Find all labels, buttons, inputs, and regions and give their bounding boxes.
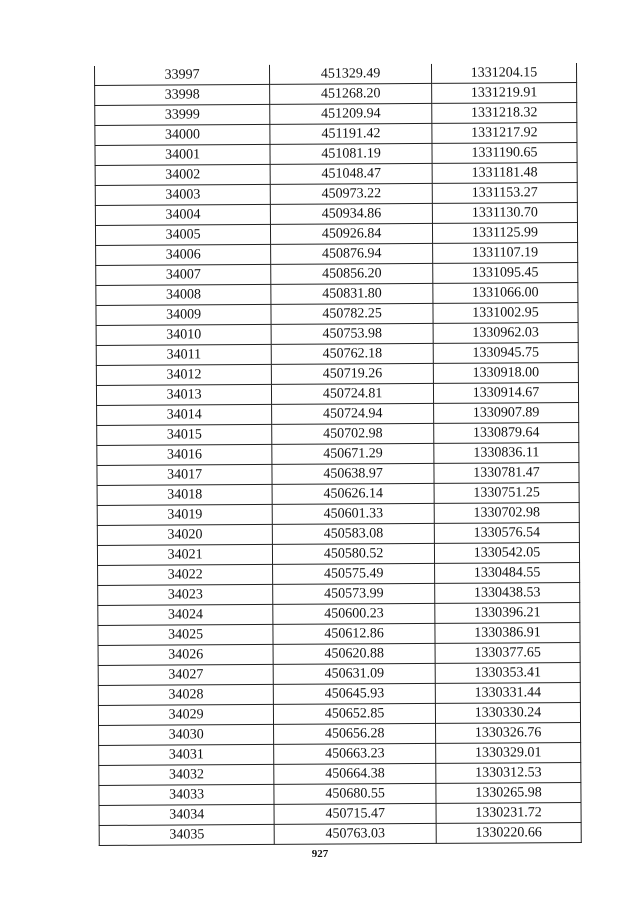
y-coordinate-cell: 1330386.91 bbox=[435, 623, 580, 644]
y-coordinate-cell: 1330702.98 bbox=[434, 503, 579, 524]
table-row bbox=[95, 83, 577, 106]
table-row bbox=[98, 663, 580, 686]
point-id-cell: 34011 bbox=[96, 344, 271, 365]
y-coordinate-cell: 1330330.24 bbox=[435, 703, 580, 724]
table-row bbox=[95, 123, 577, 146]
table-row bbox=[97, 403, 579, 426]
x-coordinate-cell: 450753.98 bbox=[271, 323, 433, 344]
point-id-cell: 34005 bbox=[95, 224, 270, 245]
y-coordinate-cell: 1331181.48 bbox=[432, 163, 577, 184]
x-coordinate-cell: 450719.26 bbox=[272, 363, 434, 384]
table-row bbox=[97, 423, 579, 446]
y-coordinate-cell: 1330220.66 bbox=[436, 823, 581, 844]
point-id-cell: 34023 bbox=[98, 584, 273, 605]
point-id-cell: 34014 bbox=[97, 404, 272, 425]
y-coordinate-cell: 1330962.03 bbox=[433, 323, 578, 344]
table-row bbox=[98, 583, 580, 606]
y-coordinate-cell: 1331107.19 bbox=[433, 243, 578, 264]
point-id-cell: 34002 bbox=[95, 164, 270, 185]
y-coordinate-cell: 1330331.44 bbox=[435, 683, 580, 704]
point-id-cell: 34016 bbox=[97, 444, 272, 465]
x-coordinate-cell: 450663.23 bbox=[274, 743, 436, 764]
x-coordinate-cell: 451209.94 bbox=[270, 103, 432, 124]
x-coordinate-cell: 450934.86 bbox=[271, 203, 433, 224]
y-coordinate-cell: 1330879.64 bbox=[434, 423, 579, 444]
table-row bbox=[99, 803, 581, 826]
y-coordinate-cell: 1330329.01 bbox=[436, 743, 581, 764]
y-coordinate-cell: 1330396.21 bbox=[435, 603, 580, 624]
table-row bbox=[97, 523, 579, 546]
coordinate-table-body bbox=[94, 63, 581, 845]
y-coordinate-cell: 1330914.67 bbox=[433, 383, 578, 404]
point-id-cell: 34032 bbox=[99, 764, 274, 785]
table-row bbox=[97, 443, 579, 466]
x-coordinate-cell: 451329.49 bbox=[270, 64, 432, 84]
point-id-cell: 34033 bbox=[99, 784, 274, 805]
y-coordinate-cell: 1330326.76 bbox=[435, 723, 580, 744]
y-coordinate-cell: 1330312.53 bbox=[436, 763, 581, 784]
y-coordinate-cell: 1330836.11 bbox=[434, 443, 579, 464]
x-coordinate-cell: 450831.80 bbox=[271, 283, 433, 304]
x-coordinate-cell: 450856.20 bbox=[271, 263, 433, 284]
y-coordinate-cell: 1330751.25 bbox=[434, 483, 579, 504]
table-row bbox=[96, 283, 578, 306]
y-coordinate-cell: 1331066.00 bbox=[433, 283, 578, 304]
y-coordinate-cell: 1330781.47 bbox=[434, 463, 579, 484]
y-coordinate-cell: 1330231.72 bbox=[436, 803, 581, 824]
point-id-cell: 34004 bbox=[95, 204, 270, 225]
table-row bbox=[96, 243, 578, 266]
y-coordinate-cell: 1331153.27 bbox=[432, 183, 577, 204]
table-row bbox=[95, 223, 577, 246]
x-coordinate-cell: 450601.33 bbox=[272, 503, 434, 524]
x-coordinate-cell: 450926.84 bbox=[271, 223, 433, 244]
point-id-cell: 34027 bbox=[98, 664, 273, 685]
table-row bbox=[96, 263, 578, 286]
x-coordinate-cell: 451081.19 bbox=[270, 143, 432, 164]
x-coordinate-cell: 450612.86 bbox=[273, 623, 435, 644]
table-row bbox=[97, 483, 579, 506]
x-coordinate-cell: 450664.38 bbox=[274, 763, 436, 784]
point-id-cell: 34017 bbox=[97, 464, 272, 485]
table-row bbox=[97, 503, 579, 526]
point-id-cell: 34020 bbox=[97, 524, 272, 545]
point-id-cell: 34009 bbox=[96, 304, 271, 325]
x-coordinate-cell: 450573.99 bbox=[273, 583, 435, 604]
table-row bbox=[95, 143, 577, 166]
point-id-cell: 34015 bbox=[97, 424, 272, 445]
y-coordinate-cell: 1330377.65 bbox=[435, 643, 580, 664]
point-id-cell: 34034 bbox=[99, 804, 274, 825]
table-row bbox=[98, 683, 580, 706]
x-coordinate-cell: 450645.93 bbox=[274, 683, 436, 704]
table-row bbox=[98, 563, 580, 586]
x-coordinate-cell: 450680.55 bbox=[274, 783, 436, 804]
x-coordinate-cell: 450715.47 bbox=[274, 803, 436, 824]
y-coordinate-cell: 1330542.05 bbox=[434, 543, 579, 564]
point-id-cell: 34025 bbox=[98, 624, 273, 645]
x-coordinate-cell: 450876.94 bbox=[271, 243, 433, 264]
x-coordinate-cell: 450724.81 bbox=[272, 383, 434, 404]
point-id-cell: 34019 bbox=[97, 504, 272, 525]
y-coordinate-cell: 1330438.53 bbox=[435, 583, 580, 604]
table-row bbox=[99, 783, 581, 806]
point-id-cell: 34013 bbox=[96, 384, 271, 405]
x-coordinate-cell: 450724.94 bbox=[272, 403, 434, 424]
table-row bbox=[96, 343, 578, 366]
point-id-cell: 34008 bbox=[96, 284, 271, 305]
x-coordinate-cell: 450652.85 bbox=[274, 703, 436, 724]
x-coordinate-cell: 450600.23 bbox=[273, 603, 435, 624]
x-coordinate-cell: 451048.47 bbox=[270, 163, 432, 184]
point-id-cell: 34035 bbox=[99, 824, 274, 845]
point-id-cell: 34007 bbox=[96, 264, 271, 285]
table-row bbox=[95, 203, 577, 226]
table-row bbox=[95, 103, 577, 126]
table-row bbox=[97, 463, 579, 486]
y-coordinate-cell: 1331218.32 bbox=[432, 103, 577, 124]
x-coordinate-cell: 450656.28 bbox=[274, 723, 436, 744]
table-row bbox=[95, 183, 577, 206]
point-id-cell: 34022 bbox=[98, 564, 273, 585]
x-coordinate-cell: 450580.52 bbox=[273, 543, 435, 564]
y-coordinate-cell: 1330918.00 bbox=[433, 363, 578, 384]
point-id-cell: 34012 bbox=[96, 364, 271, 385]
y-coordinate-cell: 1331130.70 bbox=[432, 203, 577, 224]
table-row bbox=[96, 303, 578, 326]
x-coordinate-cell: 450762.18 bbox=[271, 343, 433, 364]
table-row bbox=[99, 723, 581, 746]
table-row bbox=[96, 383, 578, 406]
x-coordinate-cell: 451268.20 bbox=[270, 83, 432, 104]
point-id-cell: 33998 bbox=[95, 84, 270, 105]
y-coordinate-cell: 1330907.89 bbox=[434, 403, 579, 424]
x-coordinate-cell: 450973.22 bbox=[270, 183, 432, 204]
point-id-cell: 34001 bbox=[95, 144, 270, 165]
point-id-cell: 34010 bbox=[96, 324, 271, 345]
table-row bbox=[98, 623, 580, 646]
y-coordinate-cell: 1331204.15 bbox=[431, 63, 576, 83]
table-row bbox=[95, 163, 577, 186]
table-row bbox=[99, 763, 581, 786]
x-coordinate-cell: 450626.14 bbox=[272, 483, 434, 504]
x-coordinate-cell: 450702.98 bbox=[272, 423, 434, 444]
point-id-cell: 34030 bbox=[99, 724, 274, 745]
point-id-cell: 34018 bbox=[97, 484, 272, 505]
y-coordinate-cell: 1331095.45 bbox=[433, 263, 578, 284]
x-coordinate-cell: 450763.03 bbox=[274, 823, 436, 844]
y-coordinate-cell: 1330353.41 bbox=[435, 663, 580, 684]
y-coordinate-cell: 1330265.98 bbox=[436, 783, 581, 804]
table-row bbox=[98, 703, 580, 726]
table-row bbox=[96, 323, 578, 346]
x-coordinate-cell: 451191.42 bbox=[270, 123, 432, 144]
point-id-cell: 34021 bbox=[97, 544, 272, 565]
y-coordinate-cell: 1331125.99 bbox=[432, 223, 577, 244]
point-id-cell: 34000 bbox=[95, 124, 270, 145]
y-coordinate-cell: 1330484.55 bbox=[434, 563, 579, 584]
x-coordinate-cell: 450782.25 bbox=[271, 303, 433, 324]
x-coordinate-cell: 450671.29 bbox=[272, 443, 434, 464]
point-id-cell: 34003 bbox=[95, 184, 270, 205]
point-id-cell: 34006 bbox=[96, 244, 271, 265]
x-coordinate-cell: 450631.09 bbox=[273, 663, 435, 684]
x-coordinate-cell: 450575.49 bbox=[273, 563, 435, 584]
table-row bbox=[98, 643, 580, 666]
point-id-cell: 34031 bbox=[99, 744, 274, 765]
table-row bbox=[97, 543, 579, 566]
y-coordinate-cell: 1331002.95 bbox=[433, 303, 578, 324]
table-row bbox=[99, 743, 581, 766]
y-coordinate-cell: 1331217.92 bbox=[432, 123, 577, 144]
point-id-cell: 34026 bbox=[98, 644, 273, 665]
x-coordinate-cell: 450638.97 bbox=[272, 463, 434, 484]
table-row bbox=[99, 823, 581, 846]
coordinate-table bbox=[94, 63, 582, 846]
point-id-cell: 34029 bbox=[98, 704, 273, 725]
page-number: 927 bbox=[311, 848, 329, 860]
x-coordinate-cell: 450620.88 bbox=[273, 643, 435, 664]
y-coordinate-cell: 1330945.75 bbox=[433, 343, 578, 364]
x-coordinate-cell: 450583.08 bbox=[273, 523, 435, 544]
table-row bbox=[98, 603, 580, 626]
point-id-cell: 33999 bbox=[95, 104, 270, 125]
y-coordinate-cell: 1331219.91 bbox=[432, 83, 577, 104]
y-coordinate-cell: 1331190.65 bbox=[432, 143, 577, 164]
table-row bbox=[94, 63, 576, 85]
table-row bbox=[96, 363, 578, 386]
point-id-cell: 33997 bbox=[94, 65, 269, 86]
point-id-cell: 34028 bbox=[98, 684, 273, 705]
point-id-cell: 34024 bbox=[98, 604, 273, 625]
y-coordinate-cell: 1330576.54 bbox=[434, 523, 579, 544]
